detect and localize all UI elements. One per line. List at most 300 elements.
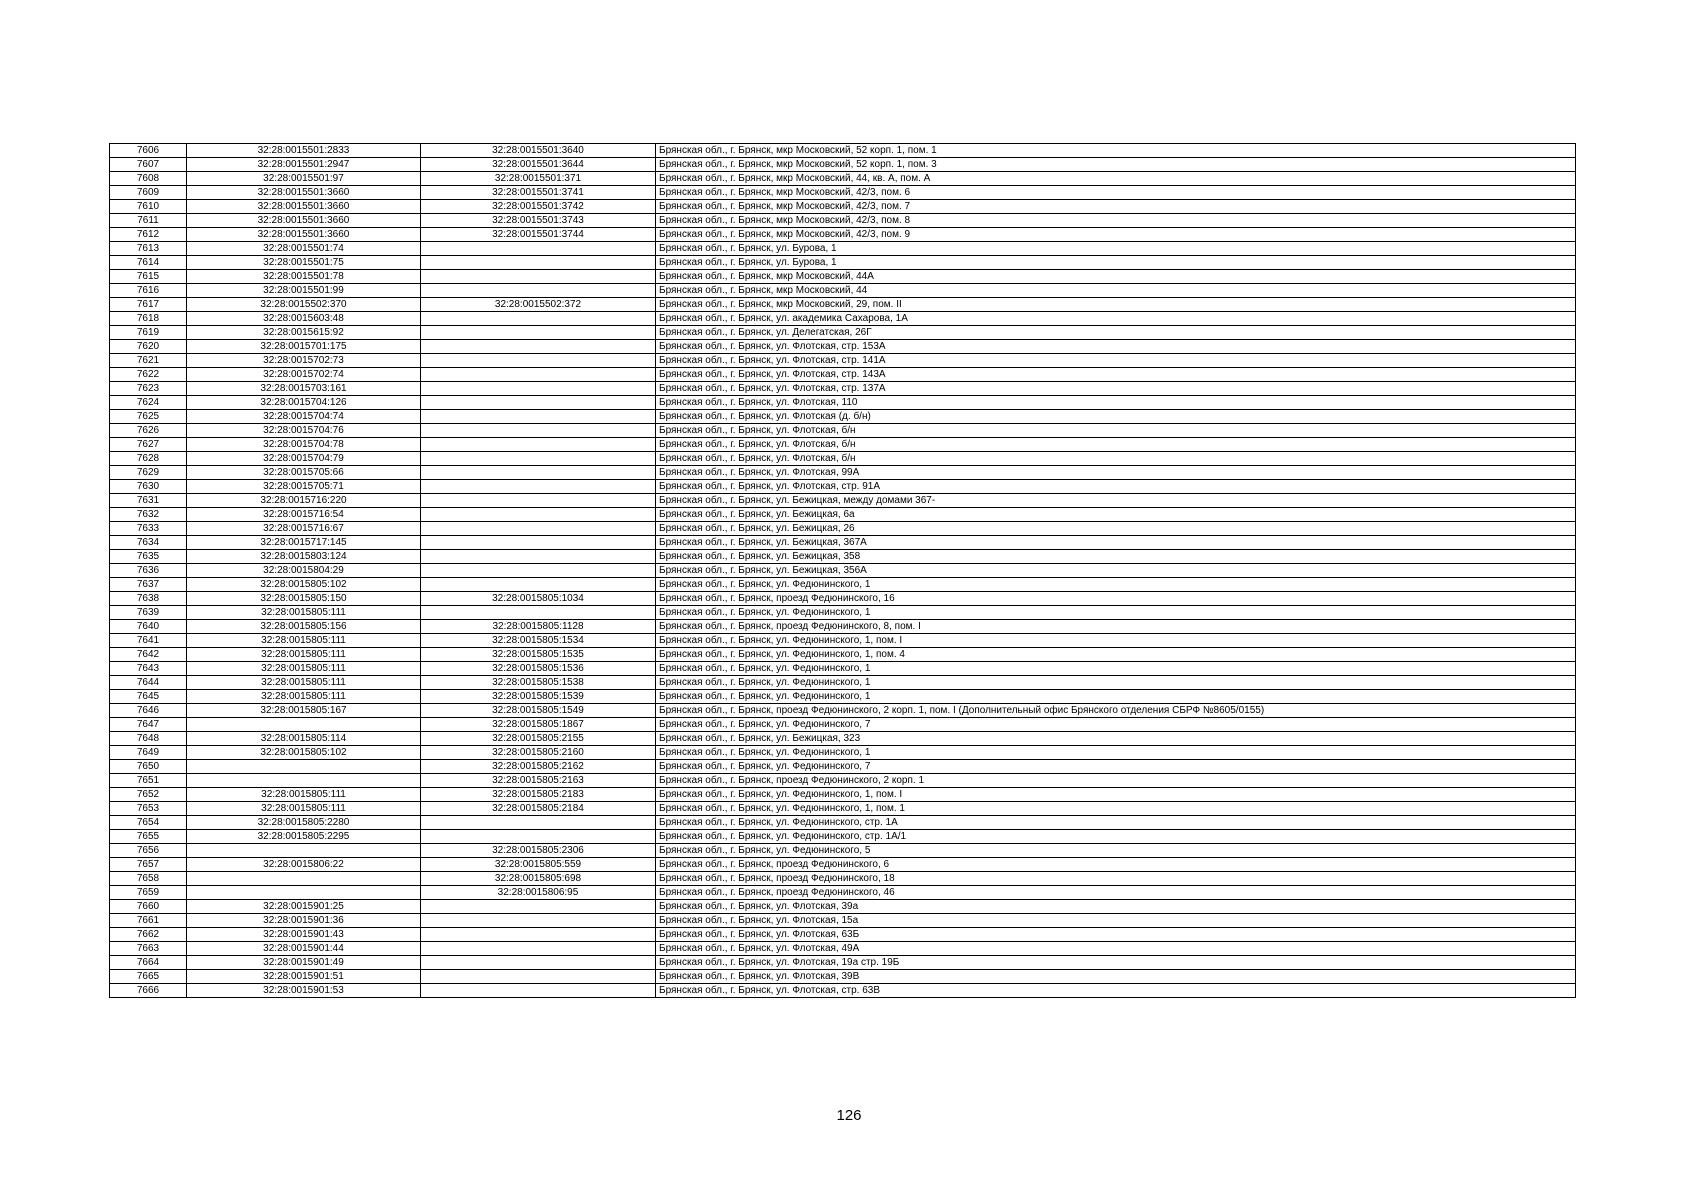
- table-row: [110, 970, 1576, 984]
- table-row: [110, 354, 1576, 368]
- table-row: [110, 368, 1576, 382]
- row-number-cell: 7625: [110, 410, 187, 424]
- table-row: [110, 144, 1576, 158]
- cadastral-number-cell: 32:28:0015501:2833: [187, 144, 421, 158]
- premises-number-cell: [421, 942, 656, 956]
- table-row: [110, 662, 1576, 676]
- address-cell: Брянская обл., г. Брянск, ул. Бежицкая, 367А: [656, 536, 1576, 550]
- premises-number-cell: 32:28:0015805:2162: [421, 760, 656, 774]
- table-row: [110, 802, 1576, 816]
- row-number-cell: 7635: [110, 550, 187, 564]
- address-cell: Брянская обл., г. Брянск, ул. Бежицкая, 358: [656, 550, 1576, 564]
- cadastral-number-cell: 32:28:0015603:48: [187, 312, 421, 326]
- row-number-cell: 7624: [110, 396, 187, 410]
- table-row: [110, 634, 1576, 648]
- cadastral-number-cell: 32:28:0015501:99: [187, 284, 421, 298]
- row-number-cell: 7658: [110, 872, 187, 886]
- premises-number-cell: [421, 438, 656, 452]
- address-cell: Брянская обл., г. Брянск, ул. Флотская, б/н: [656, 452, 1576, 466]
- premises-number-cell: [421, 550, 656, 564]
- premises-number-cell: [421, 466, 656, 480]
- address-cell: Брянская обл., г. Брянск, ул. Федюнинского, 1: [656, 690, 1576, 704]
- cadastral-number-cell: 32:28:0015704:126: [187, 396, 421, 410]
- cadastral-number-cell: 32:28:0015805:111: [187, 788, 421, 802]
- table-row: [110, 508, 1576, 522]
- table-row: [110, 900, 1576, 914]
- premises-number-cell: [421, 494, 656, 508]
- table-row: [110, 942, 1576, 956]
- premises-number-cell: 32:28:0015805:698: [421, 872, 656, 886]
- address-cell: Брянская обл., г. Брянск, проезд Федюнинского, 46: [656, 886, 1576, 900]
- page-number: 126: [836, 1107, 862, 1124]
- address-cell: Брянская обл., г. Брянск, ул. Делегатская, 26Г: [656, 326, 1576, 340]
- table-row: [110, 886, 1576, 900]
- table-row: [110, 298, 1576, 312]
- cadastral-number-cell: 32:28:0015805:2295: [187, 830, 421, 844]
- premises-number-cell: 32:28:0015805:2306: [421, 844, 656, 858]
- row-number-cell: 7618: [110, 312, 187, 326]
- row-number-cell: 7637: [110, 578, 187, 592]
- address-cell: Брянская обл., г. Брянск, проезд Федюнинского, 18: [656, 872, 1576, 886]
- premises-number-cell: [421, 830, 656, 844]
- premises-number-cell: [421, 312, 656, 326]
- row-number-cell: 7642: [110, 648, 187, 662]
- row-number-cell: 7610: [110, 200, 187, 214]
- table-row: [110, 452, 1576, 466]
- row-number-cell: 7660: [110, 900, 187, 914]
- table-row: [110, 326, 1576, 340]
- table-row: [110, 606, 1576, 620]
- row-number-cell: 7665: [110, 970, 187, 984]
- premises-number-cell: 32:28:0015805:1034: [421, 592, 656, 606]
- cadastral-number-cell: 32:28:0015901:49: [187, 956, 421, 970]
- address-cell: Брянская обл., г. Брянск, ул. Федюнинского, 1: [656, 606, 1576, 620]
- row-number-cell: 7619: [110, 326, 187, 340]
- premises-number-cell: [421, 480, 656, 494]
- row-number-cell: 7657: [110, 858, 187, 872]
- address-cell: Брянская обл., г. Брянск, ул. Флотская, 15а: [656, 914, 1576, 928]
- premises-number-cell: [421, 984, 656, 998]
- address-cell: Брянская обл., г. Брянск, ул. Флотская, стр. 153А: [656, 340, 1576, 354]
- premises-number-cell: 32:28:0015805:2163: [421, 774, 656, 788]
- premises-number-cell: [421, 242, 656, 256]
- premises-number-cell: [421, 606, 656, 620]
- premises-number-cell: 32:28:0015805:1128: [421, 620, 656, 634]
- cadastral-number-cell: 32:28:0015501:78: [187, 270, 421, 284]
- premises-number-cell: 32:28:0015805:1538: [421, 676, 656, 690]
- table-row: [110, 648, 1576, 662]
- table-row: [110, 718, 1576, 732]
- premises-number-cell: [421, 270, 656, 284]
- address-cell: Брянская обл., г. Брянск, ул. Федюнинского, 1: [656, 746, 1576, 760]
- address-cell: Брянская обл., г. Брянск, ул. Федюнинского, 1, пом. 4: [656, 648, 1576, 662]
- row-number-cell: 7643: [110, 662, 187, 676]
- premises-number-cell: 32:28:0015501:3741: [421, 186, 656, 200]
- address-cell: Брянская обл., г. Брянск, проезд Федюнинского, 2 корп. 1: [656, 774, 1576, 788]
- address-cell: Брянская обл., г. Брянск, ул. Федюнинского, 1: [656, 578, 1576, 592]
- row-number-cell: 7659: [110, 886, 187, 900]
- address-cell: Брянская обл., г. Брянск, мкр Московский, 29, пом. II: [656, 298, 1576, 312]
- row-number-cell: 7656: [110, 844, 187, 858]
- cadastral-number-cell: [187, 844, 421, 858]
- row-number-cell: 7647: [110, 718, 187, 732]
- address-cell: Брянская обл., г. Брянск, мкр Московский, 42/3, пом. 6: [656, 186, 1576, 200]
- table-row: [110, 312, 1576, 326]
- table-row: [110, 522, 1576, 536]
- cadastral-number-cell: 32:28:0015501:2947: [187, 158, 421, 172]
- row-number-cell: 7630: [110, 480, 187, 494]
- premises-number-cell: 32:28:0015806:95: [421, 886, 656, 900]
- row-number-cell: 7651: [110, 774, 187, 788]
- address-cell: Брянская обл., г. Брянск, ул. Бежицкая, между домами 367-: [656, 494, 1576, 508]
- row-number-cell: 7655: [110, 830, 187, 844]
- address-cell: Брянская обл., г. Брянск, ул. Флотская, стр. 137А: [656, 382, 1576, 396]
- cadastral-number-cell: 32:28:0015704:79: [187, 452, 421, 466]
- row-number-cell: 7645: [110, 690, 187, 704]
- row-number-cell: 7654: [110, 816, 187, 830]
- cadastral-number-cell: [187, 718, 421, 732]
- address-cell: Брянская обл., г. Брянск, проезд Федюнинского, 2 корп. 1, пом. I (Дополнительный офис Брянского отделения СБРФ №8605/0155): [656, 704, 1576, 718]
- table-row: [110, 914, 1576, 928]
- premises-number-cell: [421, 382, 656, 396]
- table-row: [110, 564, 1576, 578]
- cadastral-number-cell: 32:28:0015805:114: [187, 732, 421, 746]
- table-row: [110, 172, 1576, 186]
- table-row: [110, 494, 1576, 508]
- premises-number-cell: [421, 410, 656, 424]
- premises-number-cell: [421, 424, 656, 438]
- table-row: [110, 424, 1576, 438]
- row-number-cell: 7662: [110, 928, 187, 942]
- premises-number-cell: [421, 354, 656, 368]
- premises-number-cell: [421, 564, 656, 578]
- row-number-cell: 7612: [110, 228, 187, 242]
- table-row: [110, 984, 1576, 998]
- premises-number-cell: 32:28:0015805:2160: [421, 746, 656, 760]
- cadastral-number-cell: 32:28:0015805:102: [187, 746, 421, 760]
- table-row: [110, 228, 1576, 242]
- premises-number-cell: [421, 452, 656, 466]
- table-row: [110, 550, 1576, 564]
- address-cell: Брянская обл., г. Брянск, ул. Флотская, стр. 141А: [656, 354, 1576, 368]
- cadastral-number-cell: 32:28:0015501:97: [187, 172, 421, 186]
- address-cell: Брянская обл., г. Брянск, ул. Флотская, стр. 91А: [656, 480, 1576, 494]
- address-cell: Брянская обл., г. Брянск, ул. Флотская, стр. 63В: [656, 984, 1576, 998]
- row-number-cell: 7641: [110, 634, 187, 648]
- premises-number-cell: 32:28:0015805:1536: [421, 662, 656, 676]
- cadastral-number-cell: [187, 760, 421, 774]
- premises-number-cell: [421, 914, 656, 928]
- row-number-cell: 7650: [110, 760, 187, 774]
- address-cell: Брянская обл., г. Брянск, ул. Флотская, 39В: [656, 970, 1576, 984]
- cadastral-number-cell: 32:28:0015901:51: [187, 970, 421, 984]
- premises-number-cell: 32:28:0015501:3640: [421, 144, 656, 158]
- cadastral-number-cell: 32:28:0015717:145: [187, 536, 421, 550]
- address-cell: Брянская обл., г. Брянск, ул. Бежицкая, 6а: [656, 508, 1576, 522]
- cadastral-number-cell: 32:28:0015716:67: [187, 522, 421, 536]
- address-cell: Брянская обл., г. Брянск, ул. академика Сахарова, 1А: [656, 312, 1576, 326]
- table-row: [110, 480, 1576, 494]
- address-cell: Брянская обл., г. Брянск, ул. Флотская, 19а стр. 19Б: [656, 956, 1576, 970]
- cadastral-number-cell: 32:28:0015705:71: [187, 480, 421, 494]
- address-cell: Брянская обл., г. Брянск, мкр Московский, 44А: [656, 270, 1576, 284]
- premises-number-cell: 32:28:0015805:2184: [421, 802, 656, 816]
- premises-number-cell: 32:28:0015805:1534: [421, 634, 656, 648]
- row-number-cell: 7609: [110, 186, 187, 200]
- table-row: [110, 774, 1576, 788]
- table-row: [110, 256, 1576, 270]
- cadastral-number-cell: 32:28:0015702:74: [187, 368, 421, 382]
- row-number-cell: 7639: [110, 606, 187, 620]
- cadastral-number-cell: 32:28:0015804:29: [187, 564, 421, 578]
- cadastral-number-cell: 32:28:0015501:75: [187, 256, 421, 270]
- table-row: [110, 844, 1576, 858]
- row-number-cell: 7648: [110, 732, 187, 746]
- premises-number-cell: [421, 326, 656, 340]
- premises-number-cell: [421, 928, 656, 942]
- cadastral-number-cell: 32:28:0015501:3660: [187, 186, 421, 200]
- table-row: [110, 928, 1576, 942]
- address-cell: Брянская обл., г. Брянск, ул. Федюнинского, 1, пом. I: [656, 788, 1576, 802]
- address-cell: Брянская обл., г. Брянск, ул. Флотская, б/н: [656, 438, 1576, 452]
- table-row: [110, 382, 1576, 396]
- table-row: [110, 410, 1576, 424]
- cadastral-number-cell: 32:28:0015501:74: [187, 242, 421, 256]
- address-cell: Брянская обл., г. Брянск, ул. Бурова, 1: [656, 242, 1576, 256]
- address-cell: Брянская обл., г. Брянск, ул. Бежицкая, 26: [656, 522, 1576, 536]
- row-number-cell: 7627: [110, 438, 187, 452]
- row-number-cell: 7634: [110, 536, 187, 550]
- row-number-cell: 7633: [110, 522, 187, 536]
- premises-number-cell: [421, 536, 656, 550]
- premises-number-cell: [421, 256, 656, 270]
- address-cell: Брянская обл., г. Брянск, мкр Московский, 52 корп. 1, пом. 3: [656, 158, 1576, 172]
- premises-number-cell: 32:28:0015805:559: [421, 858, 656, 872]
- premises-number-cell: 32:28:0015805:1539: [421, 690, 656, 704]
- cadastral-number-cell: 32:28:0015803:124: [187, 550, 421, 564]
- row-number-cell: 7631: [110, 494, 187, 508]
- address-cell: Брянская обл., г. Брянск, ул. Федюнинского, 7: [656, 760, 1576, 774]
- table-row: [110, 578, 1576, 592]
- table-row: [110, 872, 1576, 886]
- address-cell: Брянская обл., г. Брянск, ул. Федюнинского, 1: [656, 676, 1576, 690]
- table-row: [110, 620, 1576, 634]
- row-number-cell: 7607: [110, 158, 187, 172]
- address-cell: Брянская обл., г. Брянск, ул. Федюнинского, стр. 1А: [656, 816, 1576, 830]
- cadastral-number-cell: 32:28:0015805:2280: [187, 816, 421, 830]
- cadastral-number-cell: 32:28:0015805:111: [187, 634, 421, 648]
- premises-number-cell: [421, 396, 656, 410]
- address-cell: Брянская обл., г. Брянск, ул. Федюнинского, 5: [656, 844, 1576, 858]
- premises-number-cell: [421, 956, 656, 970]
- cadastral-number-cell: 32:28:0015805:102: [187, 578, 421, 592]
- cadastral-number-cell: 32:28:0015501:3660: [187, 228, 421, 242]
- table-row: [110, 676, 1576, 690]
- premises-number-cell: 32:28:0015502:372: [421, 298, 656, 312]
- address-cell: Брянская обл., г. Брянск, ул. Бежицкая, 323: [656, 732, 1576, 746]
- premises-number-cell: 32:28:0015805:2155: [421, 732, 656, 746]
- table-row: [110, 760, 1576, 774]
- cadastral-number-cell: 32:28:0015805:150: [187, 592, 421, 606]
- address-cell: Брянская обл., г. Брянск, мкр Московский, 44, кв. А, пом. А: [656, 172, 1576, 186]
- table-row: [110, 592, 1576, 606]
- table-row: [110, 186, 1576, 200]
- table-row: [110, 830, 1576, 844]
- cadastral-number-cell: 32:28:0015502:370: [187, 298, 421, 312]
- cadastral-number-cell: 32:28:0015703:161: [187, 382, 421, 396]
- address-cell: Брянская обл., г. Брянск, ул. Федюнинского, 1: [656, 662, 1576, 676]
- premises-number-cell: [421, 284, 656, 298]
- address-cell: Брянская обл., г. Брянск, мкр Московский, 42/3, пом. 8: [656, 214, 1576, 228]
- address-cell: Брянская обл., г. Брянск, ул. Флотская (д. б/н): [656, 410, 1576, 424]
- table-row: [110, 858, 1576, 872]
- table-row: [110, 466, 1576, 480]
- address-cell: Брянская обл., г. Брянск, ул. Федюнинского, стр. 1А/1: [656, 830, 1576, 844]
- premises-number-cell: [421, 340, 656, 354]
- premises-number-cell: 32:28:0015805:2183: [421, 788, 656, 802]
- cadastral-number-cell: 32:28:0015901:43: [187, 928, 421, 942]
- table-row: [110, 214, 1576, 228]
- row-number-cell: 7617: [110, 298, 187, 312]
- cadastral-number-cell: 32:28:0015704:74: [187, 410, 421, 424]
- address-cell: Брянская обл., г. Брянск, ул. Флотская, 49А: [656, 942, 1576, 956]
- premises-number-cell: 32:28:0015501:371: [421, 172, 656, 186]
- premises-number-cell: 32:28:0015501:3743: [421, 214, 656, 228]
- cadastral-number-cell: 32:28:0015901:25: [187, 900, 421, 914]
- cadastral-number-cell: 32:28:0015705:66: [187, 466, 421, 480]
- cadastral-number-cell: [187, 774, 421, 788]
- premises-number-cell: [421, 970, 656, 984]
- cadastral-number-cell: 32:28:0015806:22: [187, 858, 421, 872]
- address-cell: Брянская обл., г. Брянск, ул. Флотская, 39а: [656, 900, 1576, 914]
- registry-table: [109, 143, 1576, 998]
- table-row: [110, 690, 1576, 704]
- cadastral-number-cell: 32:28:0015805:111: [187, 648, 421, 662]
- row-number-cell: 7614: [110, 256, 187, 270]
- row-number-cell: 7621: [110, 354, 187, 368]
- address-cell: Брянская обл., г. Брянск, ул. Флотская, 110: [656, 396, 1576, 410]
- cadastral-number-cell: 32:28:0015901:36: [187, 914, 421, 928]
- premises-number-cell: [421, 522, 656, 536]
- address-cell: Брянская обл., г. Брянск, мкр Московский, 42/3, пом. 7: [656, 200, 1576, 214]
- row-number-cell: 7629: [110, 466, 187, 480]
- address-cell: Брянская обл., г. Брянск, мкр Московский, 44: [656, 284, 1576, 298]
- table-row: [110, 704, 1576, 718]
- premises-number-cell: 32:28:0015805:1549: [421, 704, 656, 718]
- row-number-cell: 7613: [110, 242, 187, 256]
- row-number-cell: 7616: [110, 284, 187, 298]
- address-cell: Брянская обл., г. Брянск, мкр Московский, 42/3, пом. 9: [656, 228, 1576, 242]
- row-number-cell: 7653: [110, 802, 187, 816]
- address-cell: Брянская обл., г. Брянск, мкр Московский, 52 корп. 1, пом. 1: [656, 144, 1576, 158]
- table-row: [110, 158, 1576, 172]
- cadastral-number-cell: 32:28:0015716:220: [187, 494, 421, 508]
- row-number-cell: 7632: [110, 508, 187, 522]
- row-number-cell: 7638: [110, 592, 187, 606]
- table-row: [110, 536, 1576, 550]
- cadastral-number-cell: 32:28:0015701:175: [187, 340, 421, 354]
- table-row: [110, 816, 1576, 830]
- cadastral-number-cell: [187, 872, 421, 886]
- row-number-cell: 7623: [110, 382, 187, 396]
- table-row: [110, 746, 1576, 760]
- cadastral-number-cell: 32:28:0015702:73: [187, 354, 421, 368]
- address-cell: Брянская обл., г. Брянск, проезд Федюнинского, 6: [656, 858, 1576, 872]
- row-number-cell: 7636: [110, 564, 187, 578]
- address-cell: Брянская обл., г. Брянск, ул. Федюнинского, 1, пом. I: [656, 634, 1576, 648]
- table-row: [110, 270, 1576, 284]
- table-row: [110, 396, 1576, 410]
- address-cell: Брянская обл., г. Брянск, ул. Бежицкая, 356А: [656, 564, 1576, 578]
- cadastral-number-cell: 32:28:0015805:111: [187, 690, 421, 704]
- registry-table-body: [110, 144, 1576, 998]
- cadastral-number-cell: 32:28:0015716:54: [187, 508, 421, 522]
- premises-number-cell: 32:28:0015805:1535: [421, 648, 656, 662]
- address-cell: Брянская обл., г. Брянск, ул. Федюнинского, 7: [656, 718, 1576, 732]
- cadastral-number-cell: 32:28:0015805:111: [187, 606, 421, 620]
- table-row: [110, 340, 1576, 354]
- row-number-cell: 7640: [110, 620, 187, 634]
- row-number-cell: 7611: [110, 214, 187, 228]
- row-number-cell: 7649: [110, 746, 187, 760]
- cadastral-number-cell: 32:28:0015805:167: [187, 704, 421, 718]
- table-row: [110, 284, 1576, 298]
- cadastral-number-cell: 32:28:0015501:3660: [187, 200, 421, 214]
- address-cell: Брянская обл., г. Брянск, проезд Федюнинского, 8, пом. I: [656, 620, 1576, 634]
- address-cell: Брянская обл., г. Брянск, проезд Федюнинского, 16: [656, 592, 1576, 606]
- address-cell: Брянская обл., г. Брянск, ул. Флотская, 99А: [656, 466, 1576, 480]
- premises-number-cell: [421, 368, 656, 382]
- table-row: [110, 200, 1576, 214]
- cadastral-number-cell: 32:28:0015704:76: [187, 424, 421, 438]
- premises-number-cell: 32:28:0015805:1867: [421, 718, 656, 732]
- row-number-cell: 7646: [110, 704, 187, 718]
- address-cell: Брянская обл., г. Брянск, ул. Флотская, стр. 143А: [656, 368, 1576, 382]
- premises-number-cell: [421, 900, 656, 914]
- address-cell: Брянская обл., г. Брянск, ул. Флотская, б/н: [656, 424, 1576, 438]
- cadastral-number-cell: 32:28:0015805:156: [187, 620, 421, 634]
- table-row: [110, 242, 1576, 256]
- premises-number-cell: 32:28:0015501:3744: [421, 228, 656, 242]
- cadastral-number-cell: 32:28:0015805:111: [187, 676, 421, 690]
- row-number-cell: 7644: [110, 676, 187, 690]
- row-number-cell: 7664: [110, 956, 187, 970]
- row-number-cell: 7652: [110, 788, 187, 802]
- table-row: [110, 788, 1576, 802]
- cadastral-number-cell: [187, 886, 421, 900]
- premises-number-cell: [421, 508, 656, 522]
- row-number-cell: 7608: [110, 172, 187, 186]
- row-number-cell: 7663: [110, 942, 187, 956]
- premises-number-cell: 32:28:0015501:3644: [421, 158, 656, 172]
- cadastral-number-cell: 32:28:0015805:111: [187, 662, 421, 676]
- cadastral-number-cell: 32:28:0015901:53: [187, 984, 421, 998]
- premises-number-cell: 32:28:0015501:3742: [421, 200, 656, 214]
- cadastral-number-cell: 32:28:0015615:92: [187, 326, 421, 340]
- address-cell: Брянская обл., г. Брянск, ул. Федюнинского, 1, пом. 1: [656, 802, 1576, 816]
- cadastral-number-cell: 32:28:0015805:111: [187, 802, 421, 816]
- row-number-cell: 7628: [110, 452, 187, 466]
- table-row: [110, 438, 1576, 452]
- table-row: [110, 732, 1576, 746]
- premises-number-cell: [421, 578, 656, 592]
- row-number-cell: 7626: [110, 424, 187, 438]
- row-number-cell: 7666: [110, 984, 187, 998]
- address-cell: Брянская обл., г. Брянск, ул. Флотская, 63Б: [656, 928, 1576, 942]
- cadastral-number-cell: 32:28:0015901:44: [187, 942, 421, 956]
- row-number-cell: 7606: [110, 144, 187, 158]
- table-row: [110, 956, 1576, 970]
